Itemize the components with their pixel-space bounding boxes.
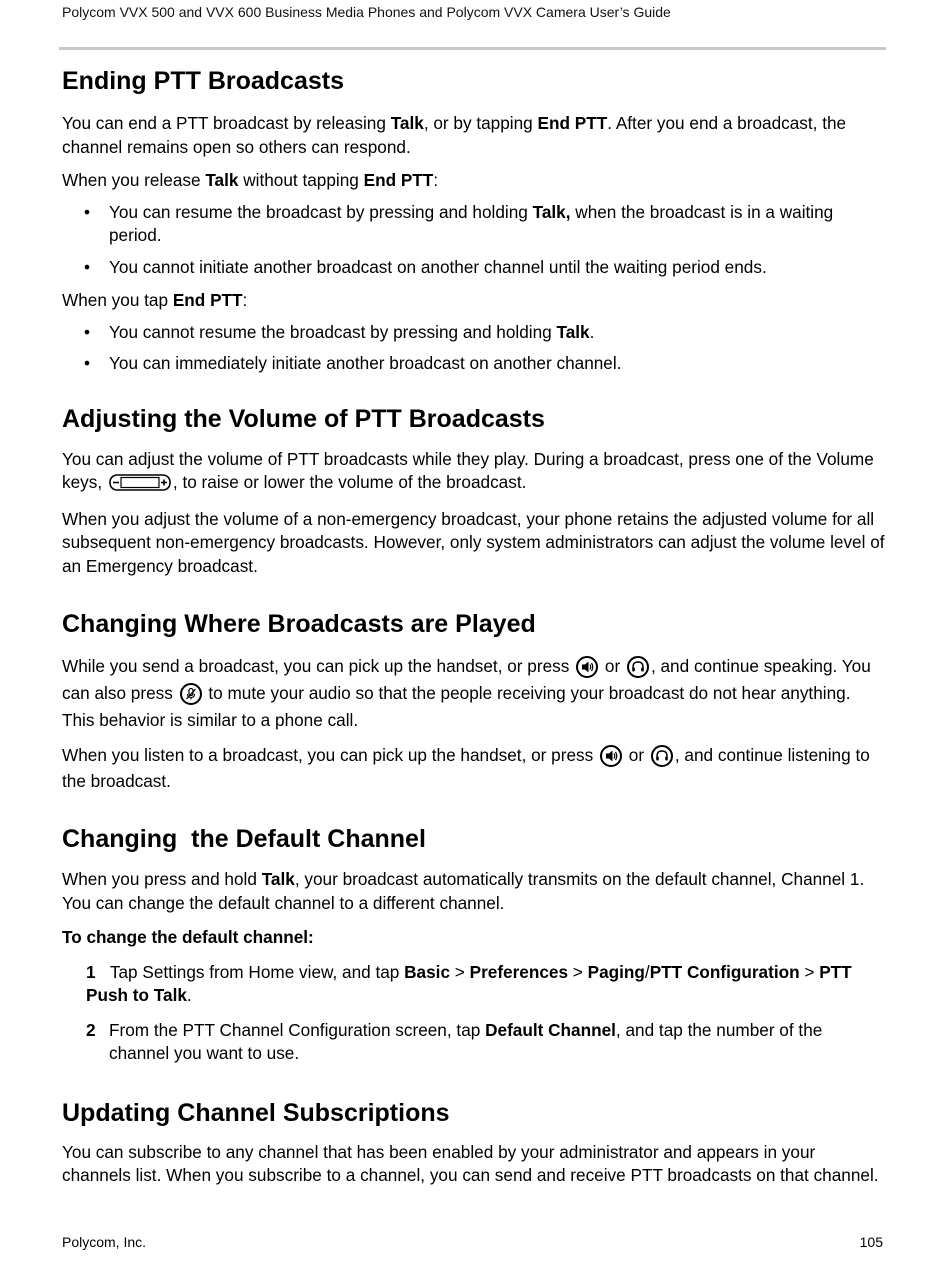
paragraph: When you adjust the volume of a non-emergency broadcast, your phone retains the adjusted volume for all subsequent non-emergency broadcasts. However, only system administrators can adjust the volume level of an Emergency broadcast.: [62, 508, 885, 576]
bullet-list: [62, 201, 886, 280]
heading-adjusting-volume: Adjusting the Volume of PTT Broadcasts: [62, 404, 545, 433]
procedure-title: To change the default channel:: [62, 927, 314, 947]
mute-icon: [180, 683, 202, 705]
headset-icon: [627, 656, 649, 678]
paragraph: While you send a broadcast, you can pick up the handset, or press or , and continue speaking. You can also press to mute your audio so that the people receiving your broadcast do not hear anything. This behavior is similar to a phone call.: [62, 656, 871, 730]
heading-default-channel: Changing the Default Channel: [62, 825, 426, 853]
heading-updating-subscriptions: Updating Channel Subscriptions: [62, 1098, 450, 1127]
bullet-list: [62, 321, 886, 376]
paragraph: When you tap End PTT:: [62, 290, 248, 310]
page-content: [62, 58, 886, 1188]
footer-page-number: 105: [859, 1234, 883, 1250]
paragraph: You can end a PTT broadcast by releasing Talk, or by tapping End PTT. After you end a broadcast, the channel remains open so others can respond.: [62, 113, 847, 157]
headset-icon: [651, 745, 673, 767]
speakerphone-icon: [576, 656, 598, 678]
volume-keys-icon: [109, 474, 171, 498]
paragraph: When you listen to a broadcast, you can pick up the handset, or press or , and continue listening to the broadcast.: [62, 745, 870, 791]
footer-company: Polycom, Inc.: [62, 1234, 147, 1250]
list-item: • You can immediately initiate another broadcast on another channel.: [62, 352, 886, 376]
paragraph: You can subscribe to any channel that has been enabled by your administrator and appears in your channels list. When you subscribe to a channel, you can send and receive PTT broadcasts on that channel.: [62, 1141, 879, 1185]
heading-ending-ptt: Ending PTT Broadcasts: [62, 67, 344, 95]
running-header: Polycom VVX 500 and VVX 600 Business Media Phones and Polycom VVX Camera User’s Guide: [62, 4, 671, 20]
procedure-step: 1 Tap Settings from Home view, and tap Basic > Preferences > Paging/PTT Configuration > PTT Push to Talk.: [86, 961, 852, 1005]
list-item: • You cannot initiate another broadcast on another channel until the waiting period ends.: [62, 256, 886, 280]
paragraph: You can adjust the volume of PTT broadcasts while they play. During a broadcast, press one of the Volume keys, , to raise or lower the volume of the broadcast.: [62, 448, 886, 498]
speakerphone-icon: [600, 745, 622, 767]
header-divider: [59, 47, 886, 50]
paragraph: When you release Talk without tapping End PTT:: [62, 170, 439, 190]
procedure-step: 2 From the PTT Channel Configuration screen, tap Default Channel, and tap the number of the channel you want to use.: [86, 1019, 823, 1063]
list-item: • You can resume the broadcast by pressing and holding Talk, when the broadcast is in a waiting period.: [62, 201, 886, 248]
paragraph: When you press and hold Talk, your broadcast automatically transmits on the default channel, Channel 1. You can change the default channel to a different channel.: [62, 869, 865, 913]
heading-changing-where: Changing Where Broadcasts are Played: [62, 610, 536, 638]
list-item: • You cannot resume the broadcast by pressing and holding Talk.: [62, 321, 886, 345]
